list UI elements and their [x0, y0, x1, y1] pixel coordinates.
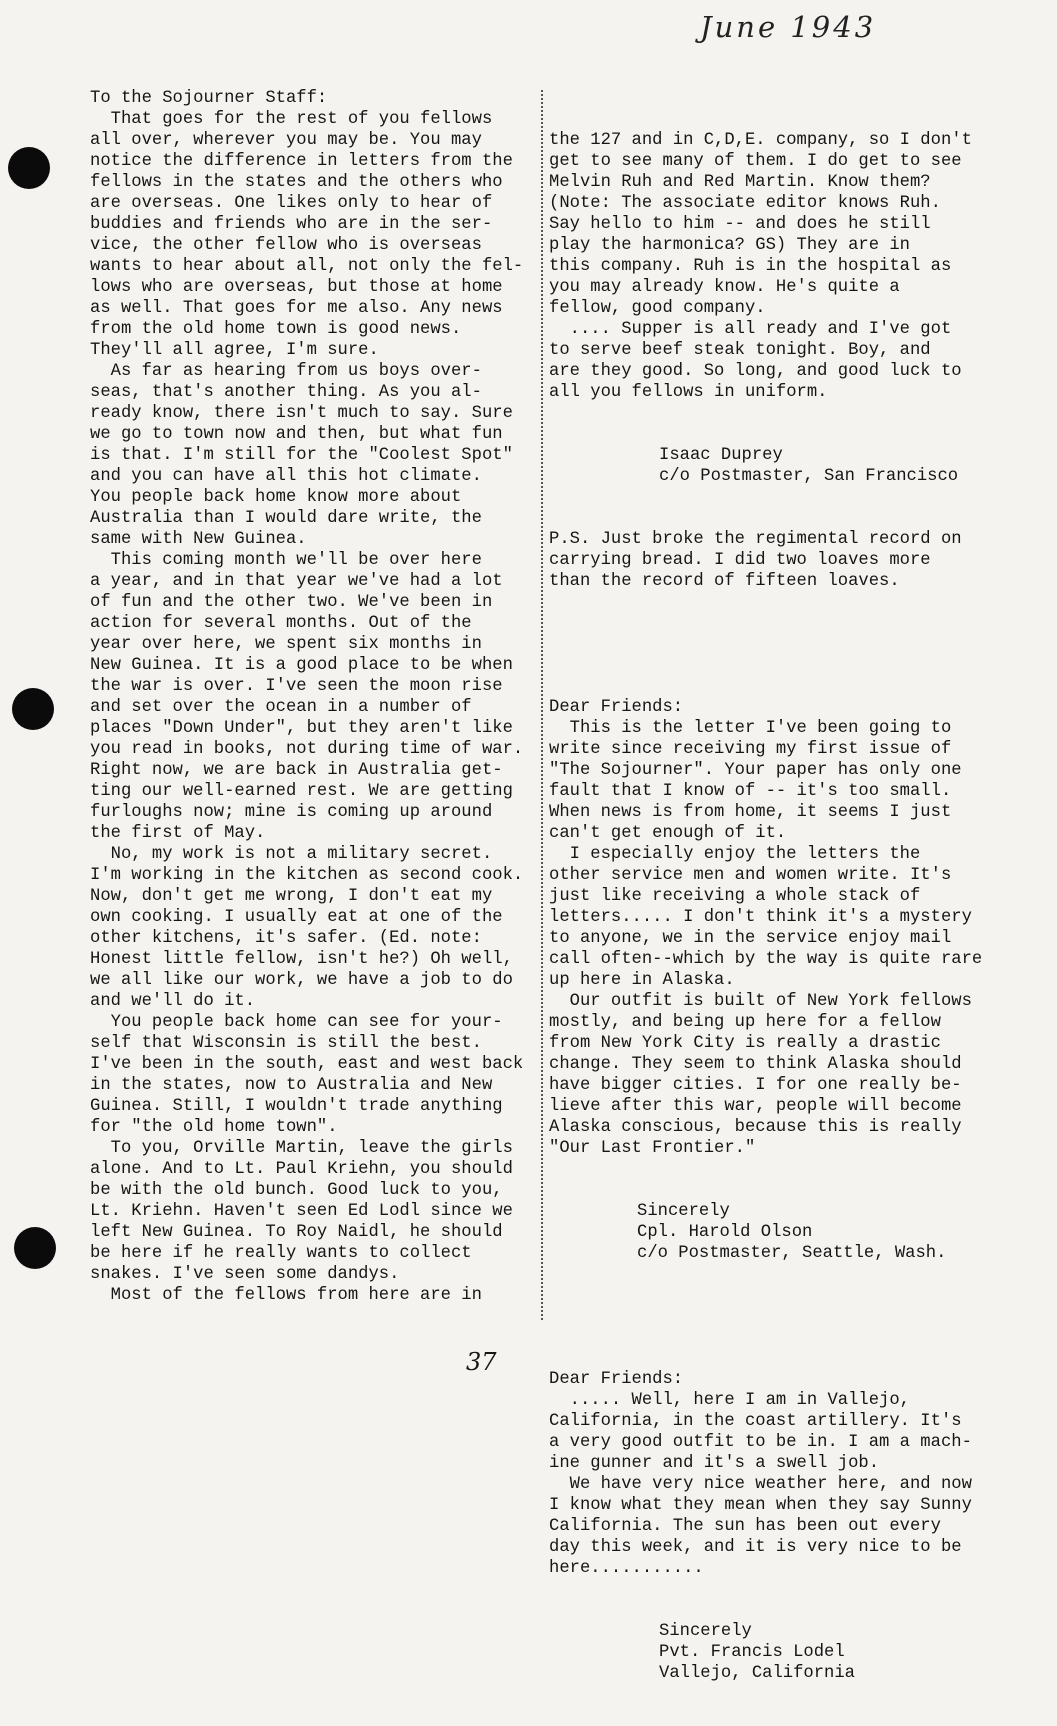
text-line: this company. Ruh is in the hospital as [549, 257, 952, 276]
text-line: other kitchens, it's safer. (Ed. note: [90, 929, 482, 948]
text-line: get to see many of them. I do get to see [549, 152, 962, 171]
column-divider [541, 90, 543, 1320]
text-line: Dear Friends: [549, 1370, 684, 1389]
text-line: Now, don't get me wrong, I don't eat my [90, 887, 493, 906]
text-line: all you fellows in uniform. [549, 383, 828, 402]
text-line: call often--which by the way is quite rare [549, 950, 983, 969]
text-line: ine gunner and it's a swell job. [549, 1454, 880, 1473]
page-number: 37 [466, 1348, 497, 1376]
text-line: we go to town now and then, but what fun [90, 425, 503, 444]
text-line: P.S. Just broke the regimental record on [549, 530, 962, 549]
text-line: year over here, we spent six months in [90, 635, 482, 654]
text-line: I especially enjoy the letters the [549, 845, 921, 864]
text-line: This coming month we'll be over here [90, 551, 482, 570]
text-line: Say hello to him -- and does he still [549, 215, 931, 234]
text-line: fault that I know of -- it's too small. [549, 782, 952, 801]
text-line: and set over the ocean in a number of [90, 698, 472, 717]
text-line: "The Sojourner". Your paper has only one [549, 761, 962, 780]
text-line: Our outfit is built of New York fellows [549, 992, 972, 1011]
text-line: day this week, and it is very nice to be [549, 1538, 962, 1557]
text-line: Isaac Duprey [659, 446, 783, 465]
text-line: fellow, good company. [549, 299, 766, 318]
text-line: furloughs now; mine is coming up around [90, 803, 493, 822]
text-line: same with New Guinea. [90, 530, 307, 549]
text-line: are they good. So long, and good luck to [549, 362, 962, 381]
text-line: They'll all agree, I'm sure. [90, 341, 379, 360]
text-line: wants to hear about all, not only the fel- [90, 257, 524, 276]
text-line: own cooking. I usually eat at one of the [90, 908, 503, 927]
text-line: ting our well-earned rest. We are getting [90, 782, 513, 801]
text-line: Dear Friends: [549, 698, 684, 717]
postscript [549, 529, 1004, 592]
text-line: change. They seem to think Alaska should [549, 1055, 962, 1074]
text-line: c/o Postmaster, San Francisco [659, 467, 959, 486]
text-line: up here in Alaska. [549, 971, 735, 990]
text-line: California, in the coast artillery. It's [549, 1412, 962, 1431]
text-line: California. The sun has been out every [549, 1517, 941, 1536]
text-line: You people back home know more about [90, 488, 462, 507]
text-line: have bigger cities. I for one really be- [549, 1076, 962, 1095]
text-line: (Note: The associate editor knows Ruh. [549, 194, 941, 213]
text-line: write since receiving my first issue of [549, 740, 952, 759]
text-line: a very good outfit to be in. I am a mach- [549, 1433, 972, 1452]
left-column [90, 88, 540, 1306]
text-line: than the record of fifteen loaves. [549, 572, 900, 591]
right-column [549, 88, 1004, 1726]
text-line: of fun and the other two. We've been in [90, 593, 493, 612]
text-line: for "the old home town". [90, 1118, 338, 1137]
text-line: you may already know. He's quite a [549, 278, 900, 297]
text-line: I'm working in the kitchen as second cook. [90, 866, 524, 885]
letter-isaac-duprey [549, 130, 1004, 403]
text-line: ..... Well, here I am in Vallejo, [549, 1391, 910, 1410]
text-line: New Guinea. It is a good place to be when [90, 656, 513, 675]
text-line: lieve after this war, people will become [549, 1097, 962, 1116]
text-line: ready know, there isn't much to say. Sure [90, 404, 513, 423]
text-line: Sincerely [637, 1202, 730, 1221]
text-line: Most of the fellows from here are in [90, 1286, 482, 1305]
text-line: carrying bread. I did two loaves more [549, 551, 931, 570]
text-line: you read in books, not during time of war. [90, 740, 524, 759]
text-line: notice the difference in letters from the [90, 152, 513, 171]
text-line: As far as hearing from us boys over- [90, 362, 482, 381]
text-line: all over, wherever you may be. You may [90, 131, 482, 150]
text-line: When news is from home, it seems I just [549, 803, 952, 822]
text-line: the war is over. I've seen the moon rise [90, 677, 503, 696]
text-line: and we'll do it. [90, 992, 256, 1011]
text-line: vice, the other fellow who is overseas [90, 236, 482, 255]
text-line: buddies and friends who are in the ser- [90, 215, 493, 234]
text-line: Guinea. Still, I wouldn't trade anything [90, 1097, 503, 1116]
text-line: and you can have all this hot climate. [90, 467, 482, 486]
text-line: action for several months. Out of the [90, 614, 472, 633]
text-line: fellows in the states and the others who [90, 173, 503, 192]
text-line: is that. I'm still for the "Coolest Spot" [90, 446, 513, 465]
text-line: from the old home town is good news. [90, 320, 462, 339]
letter-harold-olson [549, 697, 1004, 1159]
text-line: I've been in the south, east and west back [90, 1055, 524, 1074]
text-line: to serve beef steak tonight. Boy, and [549, 341, 931, 360]
text-line: as well. That goes for me also. Any news [90, 299, 503, 318]
text-line: Lt. Kriehn. Haven't seen Ed Lodl since we [90, 1202, 513, 1221]
text-line: be with the old bunch. Good luck to you, [90, 1181, 503, 1200]
text-line: the first of May. [90, 824, 266, 843]
text-line: alone. And to Lt. Paul Kriehn, you should [90, 1160, 513, 1179]
text-line: letters..... I don't think it's a mystery [549, 908, 972, 927]
signature-harold-olson [549, 1201, 1004, 1264]
text-line: Australia than I would dare write, the [90, 509, 482, 528]
text-line: .... Supper is all ready and I've got [549, 320, 952, 339]
signature-francis-lodel [549, 1621, 1004, 1684]
text-line: be here if he really wants to collect [90, 1244, 472, 1263]
text-line: we all like our work, we have a job to do [90, 971, 513, 990]
punch-hole-top [8, 147, 50, 189]
text-line: seas, that's another thing. As you al- [90, 383, 482, 402]
punch-hole-bottom [14, 1227, 56, 1269]
text-line: left New Guinea. To Roy Naidl, he should [90, 1223, 503, 1242]
text-line: Sincerely [659, 1622, 752, 1641]
text-line: c/o Postmaster, Seattle, Wash. [637, 1244, 947, 1263]
text-line: mostly, and being up here for a fellow [549, 1013, 941, 1032]
text-line: here........... [549, 1559, 704, 1578]
text-line: play the harmonica? GS) They are in [549, 236, 910, 255]
text-line: To the Sojourner Staff: [90, 89, 328, 108]
text-line: can't get enough of it. [549, 824, 787, 843]
text-line: We have very nice weather here, and now [549, 1475, 972, 1494]
letter-francis-lodel [549, 1369, 1004, 1579]
text-line: You people back home can see for your- [90, 1013, 503, 1032]
text-line: in the states, now to Australia and New [90, 1076, 493, 1095]
text-line: "Our Last Frontier." [549, 1139, 756, 1158]
text-line: to anyone, we in the service enjoy mail [549, 929, 952, 948]
text-line: Pvt. Francis Lodel [659, 1643, 845, 1662]
text-line: places "Down Under", but they aren't like [90, 719, 513, 738]
punch-hole-middle [12, 688, 54, 730]
text-line: No, my work is not a military secret. [90, 845, 493, 864]
text-line: Cpl. Harold Olson [637, 1223, 813, 1242]
text-line: Alaska conscious, because this is really [549, 1118, 962, 1137]
text-line: are overseas. One likes only to hear of [90, 194, 493, 213]
text-line: Melvin Ruh and Red Martin. Know them? [549, 173, 931, 192]
text-line: To you, Orville Martin, leave the girls [90, 1139, 513, 1158]
signature-isaac-duprey [549, 445, 1004, 487]
text-line: other service men and women write. It's [549, 866, 952, 885]
text-line: the 127 and in C,D,E. company, so I don't [549, 131, 972, 150]
text-line: This is the letter I've been going to [549, 719, 952, 738]
handwritten-date: June 1943 [700, 10, 877, 44]
text-line: snakes. I've seen some dandys. [90, 1265, 400, 1284]
text-line: a year, and in that year we've had a lot [90, 572, 503, 591]
text-line: Vallejo, California [659, 1664, 855, 1683]
text-line: self that Wisconsin is still the best. [90, 1034, 482, 1053]
text-line: just like receiving a whole stack of [549, 887, 921, 906]
text-line: lows who are overseas, but those at home [90, 278, 503, 297]
text-line: Right now, we are back in Australia get- [90, 761, 503, 780]
text-line: from New York City is really a drastic [549, 1034, 941, 1053]
text-line: That goes for the rest of you fellows [90, 110, 493, 129]
text-line: Honest little fellow, isn't he?) Oh well, [90, 950, 513, 969]
text-line: I know what they mean when they say Sunny [549, 1496, 972, 1515]
